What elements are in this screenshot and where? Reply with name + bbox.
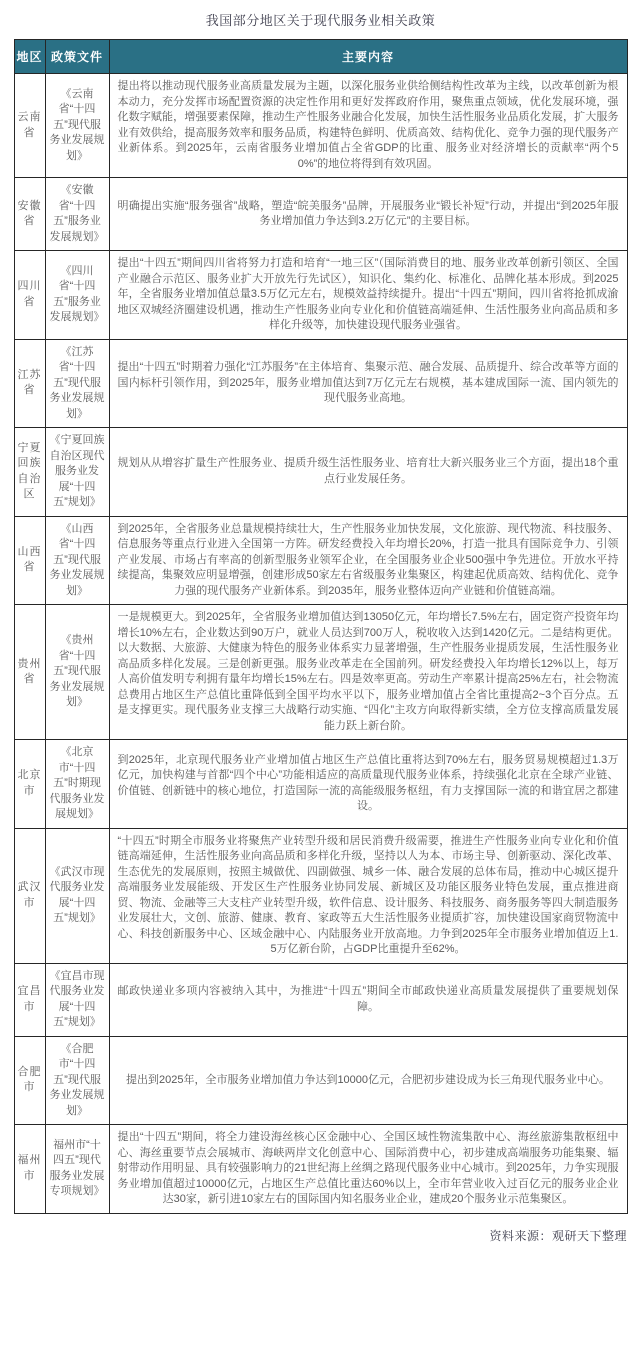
table-row bbox=[14, 428, 627, 517]
policy-doc-cell: 《合肥市“十四五”现代服务业发展规划》 bbox=[45, 1036, 109, 1125]
content-cell: 提出到2025年，全市服务业增加值力争达到10000亿元，合肥初步建设成为长三角现代服务业中心。 bbox=[109, 1036, 627, 1125]
region-cell: 北京市 bbox=[14, 740, 45, 829]
region-cell: 安徽省 bbox=[14, 178, 45, 251]
policy-doc-cell: 《宁夏回族自治区现代服务业发展“十四五”规划》 bbox=[45, 428, 109, 517]
policy-doc-cell: 《四川省“十四五”服务业发展规划》 bbox=[45, 251, 109, 340]
table-row bbox=[14, 963, 627, 1036]
table-header-row bbox=[14, 40, 627, 74]
header-policy-doc: 政策文件 bbox=[45, 40, 109, 74]
content-cell: 提出“十四五”时期着力强化“江苏服务”在主体培育、集聚示范、融合发展、品质提升、综合改革等方面的国内标杆引领作用，到2025年，服务业增加值达到7万亿元左右规模，基本建成国际一流、国内领先的现代服务业高地。 bbox=[109, 339, 627, 428]
content-cell: 邮政快递业多项内容被纳入其中，为推进“十四五”期间全市邮政快递业高质量发展提供了重要规划保障。 bbox=[109, 963, 627, 1036]
region-cell: 福州市 bbox=[14, 1125, 45, 1214]
region-cell: 宜昌市 bbox=[14, 963, 45, 1036]
policy-doc-cell: 《云南省“十四五”现代服务业发展规划》 bbox=[45, 74, 109, 178]
content-cell: 到2025年，全省服务业总量规模持续壮大，生产性服务业加快发展，文化旅游、现代物流、科技服务、信息服务等重点行业进入全国第一方阵。研发经费投入年均增长20%，打造一批具有国际竞争力、引领产业发展、市场占有率高的创新型服务业领军企业，在全国服务业企业500强中争先进位。开放水平持续提高，集聚效应明显增强，创建形成50家左右省级服务业集聚区，构建起优质高效、结构优化、竞争力强的现代服务产业新体系。到2035年，服务业整体迈向产业链和价值链高端。 bbox=[109, 516, 627, 605]
table-row bbox=[14, 74, 627, 178]
table-row bbox=[14, 339, 627, 428]
table-row bbox=[14, 740, 627, 829]
page-title: 我国部分地区关于现代服务业相关政策 bbox=[205, 13, 436, 28]
policy-doc-cell: 《宜昌市现代服务业发展“十四五”规划》 bbox=[45, 963, 109, 1036]
region-cell: 四川省 bbox=[14, 251, 45, 340]
table-row bbox=[14, 178, 627, 251]
policy-doc-cell: 《山西省“十四五”现代服务业发展规划》 bbox=[45, 516, 109, 605]
content-cell: 到2025年，北京现代服务业产业增加值占地区生产总值比重将达到70%左右，服务贸易规模超过1.3万亿元，加快构建与首都“四个中心”功能相适应的高质量现代服务业体系，持续强化北京在全球产业链、价值链、创新链中的核心地位，打造国际一流的高能级服务枢纽，有力支撑国际一流的和谐宜居之都建设。 bbox=[109, 740, 627, 829]
table-row bbox=[14, 251, 627, 340]
policy-doc-cell: 《北京市“十四五”时期现代服务业发展规划》 bbox=[45, 740, 109, 829]
region-cell: 江苏省 bbox=[14, 339, 45, 428]
header-main-content: 主要内容 bbox=[109, 40, 627, 74]
content-cell: 提出“十四五”期间，将全力建设海丝核心区金融中心、全国区域性物流集散中心、海丝旅游集散枢纽中心、海丝重要节点会展城市、海峡两岸文化创意中心、国际消费中心，初步建成高端服务功能集聚、辐射带动作用明显、具有较强影响力的21世纪海上丝绸之路现代服务业中心城市。到2025年，力争实现服务业增加值超过10000亿元，占地区生产总值比重达60%以上，全市年营业收入过百亿元的服务业企业达30家，新引进10家左右的国际国内知名服务业企业，建成20个服务业示范集聚区。 bbox=[109, 1125, 627, 1214]
content-cell: 提出“十四五”期间四川省将努力打造和培育“一地三区”（国际消费目的地、服务业改革创新引领区、全国产业融合示范区、服务业扩大开放先行先试区），知识化、集约化、标准化、品牌化基本形成。到2025年，全省服务业增加值总量3.5万亿元左右，规模效益持续提升。提出“十四五”期间，四川省将抢抓成渝地区双城经济圈建设机遇，推动生产性服务业向专业化和价值链高端延伸、生活性服务业向高品质和多样化升级等，加快建设现代服务业强省。 bbox=[109, 251, 627, 340]
table-row bbox=[14, 1036, 627, 1125]
region-cell: 武汉市 bbox=[14, 828, 45, 963]
content-cell: 明确提出实施“服务强省”战略，塑造“皖美服务”品牌，开展服务业“锻长补短”行动，并提出“到2025年服务业增加值力争达到3.2万亿元”的主要目标。 bbox=[109, 178, 627, 251]
policy-doc-cell: 《安徽省“十四五”服务业发展规划》 bbox=[45, 178, 109, 251]
content-cell: 提出将以推动现代服务业高质量发展为主题，以深化服务业供给侧结构性改革为主线，以改革创新为根本动力，充分发挥市场配置资源的决定性作用和更好发挥政府作用，聚焦重点领域，优化发展环境，强化数字赋能，增强要素保障，推动生产性服务业融合化发展，加快生活性服务业品质化发展，扩大服务业有效供给，提高服务效率和服务品质，构建特色鲜明、优质高效、结构优化、竞争力强的现代服务产业新体系。到2025年，云南省服务业增加值占全省GDP的比重、服务业对经济增长的贡献率“两个50%”的地位将得到有效巩固。 bbox=[109, 74, 627, 178]
region-cell: 宁夏回族自治区 bbox=[14, 428, 45, 517]
policy-doc-cell: 《江苏省“十四五”现代服务业发展规划》 bbox=[45, 339, 109, 428]
region-cell: 贵州省 bbox=[14, 605, 45, 740]
header-region: 地区 bbox=[14, 40, 45, 74]
table-row bbox=[14, 828, 627, 963]
content-cell: 一是规模更大。到2025年，全省服务业增加值达到13050亿元，年均增长7.5%左右，固定资产投资年均增长10%左右，企业数达到90万户，就业人员达到700万人，税收收入达到1420亿元。二是结构更优。以大数据、大旅游、大健康为特色的服务业体系实力显著增强，生产性服务业提质发展，生活性服务业高品质多样化发展。三是创新更强。服务业改革走在全国前列。研发经费投入年均增长12%以上，每万人高价值发明专利拥有量年均增长15%左右。四是效率更高。劳动生产率累计提高25%左右，社会物流总费用占地区生产总值比重降低到全国平均水平以下，服务业增加值占全省比重提高2~3个百分点。五是支撑更实。现代服务业支撑三大战略行动实施、“四化”主攻方向取得新实绩，全方位支撑高质量发展能力跃上新台阶。 bbox=[109, 605, 627, 740]
table-body bbox=[14, 74, 627, 1214]
content-cell: “十四五”时期全市服务业将聚焦产业转型升级和居民消费升级需要，推进生产性服务业向专业化和价值链高端延伸，生活性服务业向高品质和多样化升级，坚持以人为本、市场主导、创新驱动、深化改革、生态优先的发展原则，按照主城做优、四副做强、城乡一体、融合发展的总体布局，推动中心城区提升高端服务业发展能级、开发区生产性服务业协同发展、新城区及功能区服务业特色发展，重点推进商贸、物流、金融等三大支柱产业转型升级，软件信息、设计服务、科技服务、商务服务等四大制造服务业发展壮大，文创、旅游、健康、教育、家政等五大生活性服务业提质扩容，加快建设国家商贸物流中心、科技创新服务中心、区域金融中心、内陆服务业开放高地。力争到2025年全市服务业增加值迈上1.5万亿新台阶，占GDP比重提升至62%。 bbox=[109, 828, 627, 963]
policy-doc-cell: 《贵州省“十四五”现代服务业发展规划》 bbox=[45, 605, 109, 740]
region-cell: 合肥市 bbox=[14, 1036, 45, 1125]
table-row bbox=[14, 1125, 627, 1214]
policy-table bbox=[14, 39, 628, 1214]
content-cell: 规划从从增容扩量生产性服务业、提质升级生活性服务业、培育壮大新兴服务业三个方面，提出18个重点行业发展任务。 bbox=[109, 428, 627, 517]
policy-doc-cell: 福州市“十四五”现代服务业发展专项规划》 bbox=[45, 1125, 109, 1214]
region-cell: 山西省 bbox=[14, 516, 45, 605]
table-row bbox=[14, 605, 627, 740]
policy-doc-cell: 《武汉市现代服务业发展“十四五”规划》 bbox=[45, 828, 109, 963]
source-note: 资料来源：观研天下整理 bbox=[489, 1228, 627, 1243]
region-cell: 云南省 bbox=[14, 74, 45, 178]
table-row bbox=[14, 516, 627, 605]
table-header bbox=[14, 40, 627, 74]
